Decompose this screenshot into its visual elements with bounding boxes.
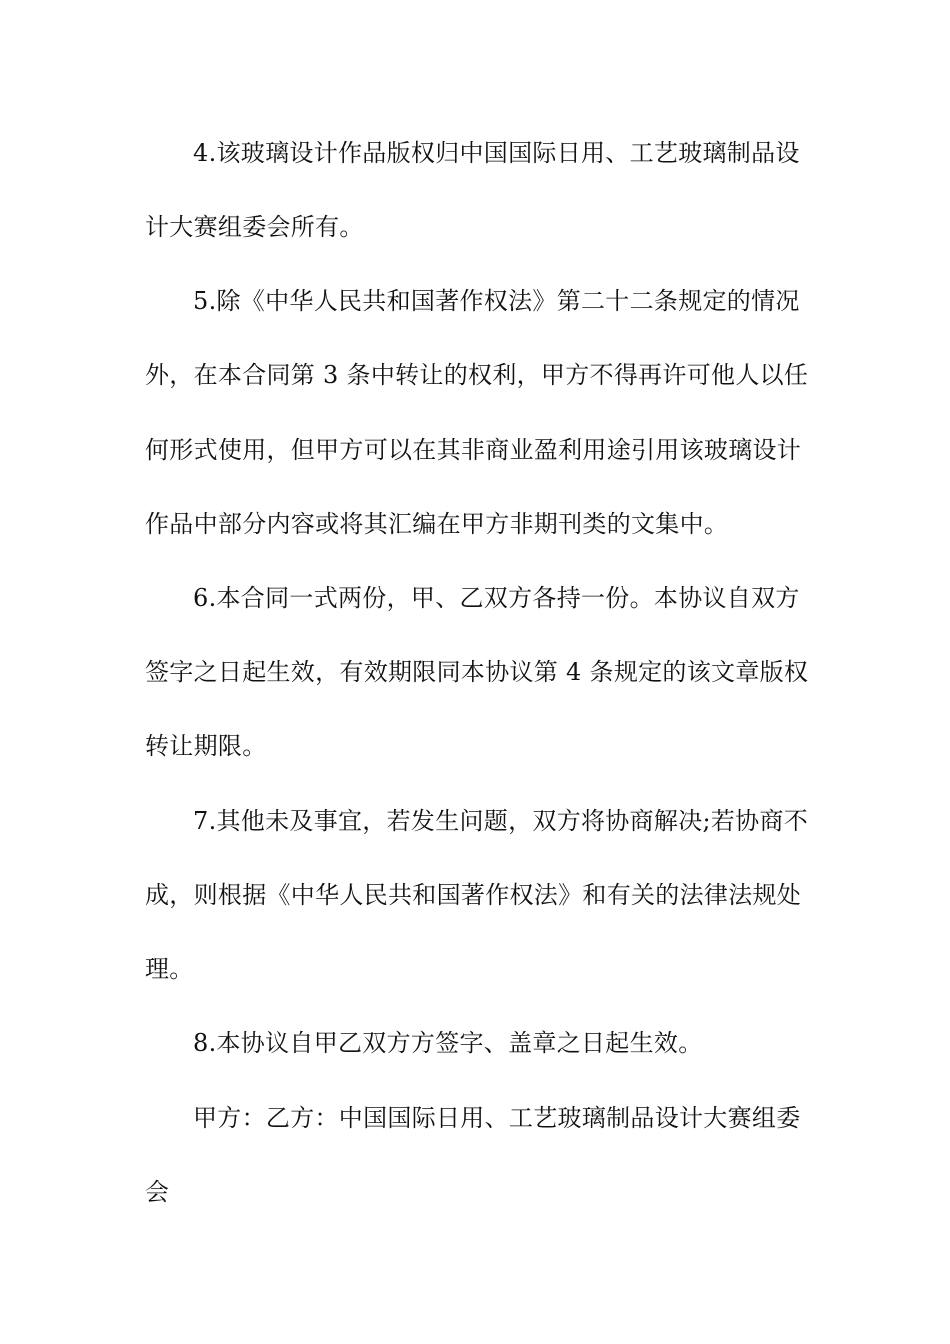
clause-8-line-1: 8.本协议自甲乙双方方签字、盖章之日起生效。 bbox=[193, 1029, 703, 1057]
signature-line-2: 会 bbox=[145, 1178, 170, 1206]
clause-6-line-3: 转让期限。 bbox=[145, 732, 267, 760]
clause-7-line-2: 成，则根据《中华人民共和国著作权法》和有关的法律法规处 bbox=[145, 881, 802, 909]
clause-5-line-2: 外，在本合同第 3 条中转让的权利，甲方不得再许可他人以任 bbox=[145, 361, 809, 389]
clause-6-line-1: 6.本合同一式两份，甲、乙双方各持一份。本协议自双方 bbox=[193, 584, 800, 612]
clause-7-line-3: 理。 bbox=[145, 955, 194, 983]
clause-5-line-4: 作品中部分内容或将其汇编在甲方非期刊类的文集中。 bbox=[145, 510, 729, 538]
signature-line-1: 甲方：乙方：中国国际日用、工艺玻璃制品设计大赛组委 bbox=[193, 1104, 801, 1132]
clause-5-line-3: 何形式使用，但甲方可以在其非商业盈利用途引用该玻璃设计 bbox=[145, 436, 802, 464]
clause-4-line-1: 4.该玻璃设计作品版权归中国国际日用、工艺玻璃制品设 bbox=[193, 139, 800, 167]
clause-7-line-1: 7.其他未及事宜，若发生问题，双方将协商解决;若协商不 bbox=[193, 807, 809, 835]
clause-6-line-2: 签字之日起生效，有效期限同本协议第 4 条规定的该文章版权 bbox=[145, 658, 809, 686]
clause-5-line-1: 5.除《中华人民共和国著作权法》第二十二条规定的情况 bbox=[193, 287, 800, 315]
clause-4-line-2: 计大赛组委会所有。 bbox=[145, 213, 364, 241]
